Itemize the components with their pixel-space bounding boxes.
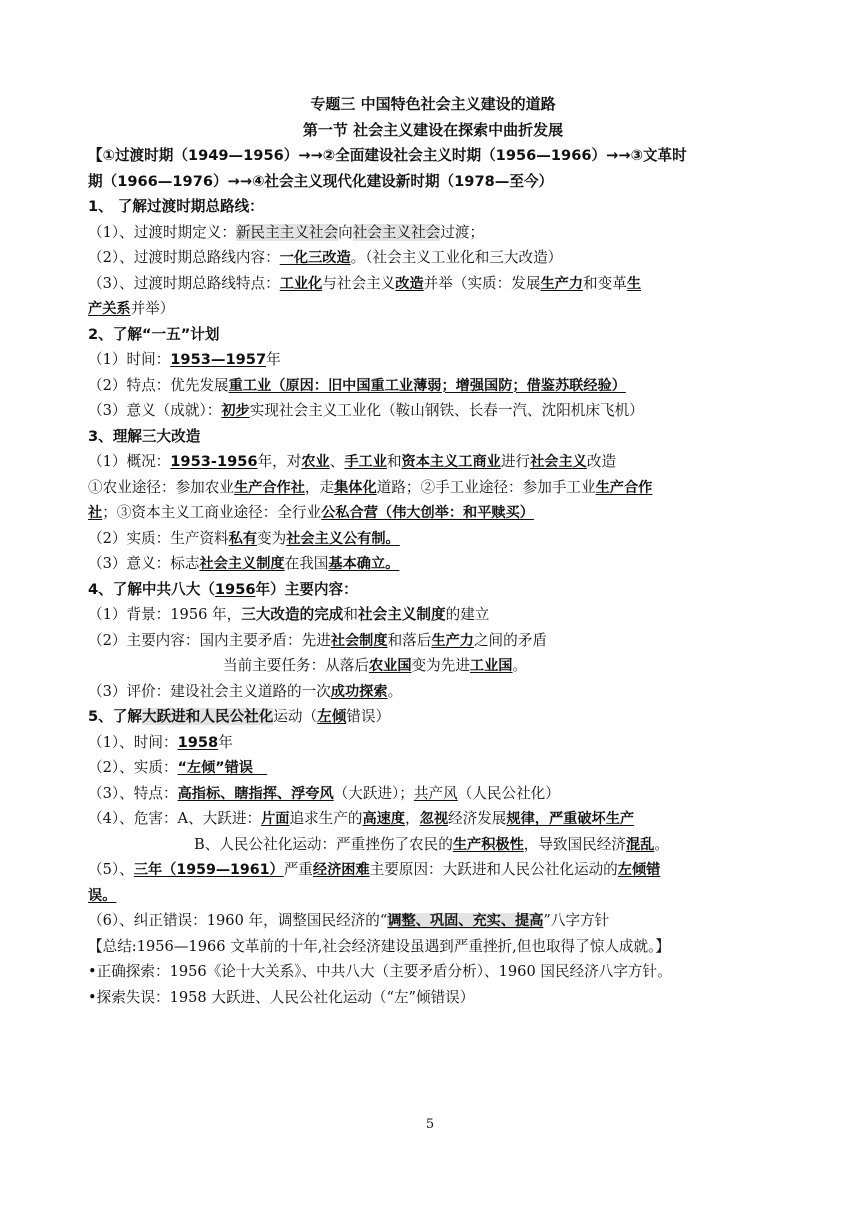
key-term: 社	[88, 505, 103, 521]
key-term: 社会主义公有制。	[286, 530, 400, 547]
key-term: 生产力	[540, 275, 584, 292]
key-term: 一化三改造	[279, 250, 351, 266]
document-page	[88, 92, 778, 1010]
key-term: 重工业（原因：旧中国重工业薄弱；增强国防；借鉴苏联经验）	[228, 377, 626, 394]
page-title: 专题三 中国特色社会主义建设的道路	[310, 95, 556, 113]
summary-line: 【总结:1956—1966 文革前的十年,社会经济建设虽遇到严重挫折,但也取得了惊人成就。】	[88, 937, 671, 955]
key-term: 1953-1956	[170, 453, 258, 470]
key-term: 三大改造的完成	[241, 606, 344, 623]
key-term: 基本确立。	[328, 556, 400, 572]
key-term: 工业化	[279, 275, 323, 292]
s2-item-3: （3）意义（成就）：初步实现社会主义工业化（鞍山钢铁、长春一汽、沈阳机床飞机）	[88, 402, 644, 419]
key-term: 农业	[301, 454, 330, 470]
key-term: 共产风	[413, 784, 458, 802]
key-term: 产关系	[88, 301, 131, 317]
key-term: 左倾错	[617, 862, 661, 878]
key-term: 改造	[395, 275, 424, 292]
s3-item-paths: ①农业途径：参加农业生产合作社，走集体化道路；②手工业途径：参加手工业生产合作	[88, 478, 653, 496]
key-term: 1958	[177, 733, 219, 751]
key-term: 高速度	[362, 811, 406, 827]
key-term: 工业国	[469, 658, 513, 674]
key-term: 经济困难	[312, 862, 370, 878]
s3-item-3: （3）意义：标志社会主义制度在我国基本确立。	[88, 555, 400, 572]
s3-item-1: （1）概况：1953-1956年，对农业、手工业和资本主义工商业进行社会主义改造	[88, 453, 617, 470]
periods-line-2: 期（1966—1976）→→④社会主义现代化建设新时期（1978—至今）	[88, 172, 554, 190]
key-term: 调整、巩固、充实、提高	[387, 913, 544, 929]
s5-item-5-cont	[88, 883, 778, 909]
exploration-mistake-line: •探索失误：1958 大跃进、人民公社化运动（“左”倾错误）	[88, 988, 475, 1006]
key-term: 公私合营（伟大创举：和平赎买）	[321, 505, 534, 521]
key-term: “左倾”错误	[177, 760, 268, 776]
highlight-text: 新民主主义社会	[235, 223, 339, 241]
s5-item-3: （3）、特点：高指标、瞎指挥、浮夸风（大跃进）；共产风（人民公社化）	[88, 784, 560, 802]
key-term: 社会主义制度	[199, 556, 285, 572]
key-term: 混乱	[625, 836, 655, 853]
key-term: 私有	[228, 530, 258, 547]
key-term: 规律，严重破坏生产	[506, 811, 635, 827]
key-term: 生产积极性	[452, 836, 524, 853]
s5-item-4: （4）、危害：A、大跃进：片面追求生产的高速度，忽视经济发展规律，严重破坏生产	[88, 810, 635, 827]
periods-line-1: 【①过渡时期（1949—1956）→→②全面建设社会主义时期（1956—1966）→→③文革时	[88, 147, 687, 164]
key-term: 生产力	[431, 632, 474, 649]
key-term: 社会主义	[530, 454, 587, 470]
s5-item-4-b: B、人民公社化运动：严重挫伤了农民的生产积极性，导致国民经济混乱。	[194, 835, 669, 853]
s1-item-1: （1）、过渡时期定义：新民主主义社会向社会主义社会过渡；	[88, 223, 485, 241]
key-term: 手工业	[344, 454, 387, 470]
key-term: 农业国	[368, 658, 412, 674]
key-term: 片面	[261, 811, 290, 827]
key-term: 集体化	[334, 479, 377, 496]
s1-item-3-cont: 产关系并举）	[88, 300, 175, 317]
s4-item-2-task: 当前主要任务：从落后农业国变为先进工业国。	[223, 657, 528, 674]
highlight-text: 社会主义社会	[352, 223, 441, 241]
s1-item-3: （3）、过渡时期总路线特点：工业化与社会主义改造并举（实质：发展生产力和变革生	[88, 274, 642, 292]
key-term: 1953—1957	[170, 351, 267, 368]
s2-item-1: （1）时间：1953—1957年	[88, 351, 281, 368]
s1-item-2: （2）、过渡时期总路线内容：一化三改造。（社会主义工业化和三大改造）	[88, 249, 563, 266]
section-2-heading: 2、了解“一五”计划	[88, 325, 220, 343]
key-term: 生产合作社	[233, 479, 305, 496]
s4-item-2: （2）主要内容：国内主要矛盾：先进社会制度和落后生产力之间的矛盾	[88, 631, 547, 649]
s3-item-2: （2）实质：生产资料私有变为社会主义公有制。	[88, 529, 400, 547]
s5-item-2: （2）、实质：“左倾”错误	[88, 759, 268, 776]
s5-item-5: （5）、三年（1959—1961）严重经济困难主要原因：大跃进和人民公社化运动的左倾错	[88, 861, 661, 878]
section-4-heading: 4、了解中共八大（1956年）主要内容：	[88, 580, 358, 598]
key-term: 生	[626, 275, 642, 292]
section-1-heading: 1、 了解过渡时期总路线：	[88, 198, 264, 215]
s4-item-1: （1）背景：1956 年，三大改造的完成和社会主义制度的建立	[88, 606, 490, 623]
key-term: 资本主义工商业	[401, 454, 501, 470]
page-number: 5	[425, 1117, 435, 1132]
key-term: 社会主义制度	[358, 606, 446, 623]
s5-item-6: （6）、纠正错误：1960 年，调整国民经济的“调整、巩固、充实、提高”八字方针	[88, 912, 610, 929]
key-term: 高指标、瞎指挥、浮夸风	[177, 785, 334, 802]
key-term: 初步	[221, 403, 250, 419]
section-subtitle: 第一节 社会主义建设在探索中曲折发展	[302, 120, 564, 139]
key-term: 生产合作	[595, 479, 653, 496]
section-5-heading: 5、了解大跃进和人民公社化运动（左倾错误）	[88, 708, 391, 725]
correct-exploration-line: •正确探索：1956《论十大关系》、中共八大（主要矛盾分析）、1960 国民经济八字方针。	[88, 963, 672, 980]
key-term: 误。	[88, 887, 117, 904]
key-term: 忽视	[419, 811, 449, 827]
s4-item-3: （3）评价：建设社会主义道路的一次成功探索。	[88, 682, 403, 700]
section-3-heading: 3、理解三大改造	[88, 427, 201, 445]
s3-item-paths-cont: 社；③资本主义工商业途径：全行业公私合营（伟大创举：和平赎买）	[88, 504, 534, 521]
s2-item-2: （2）特点：优先发展重工业（原因：旧中国重工业薄弱；增强国防；借鉴苏联经验）	[88, 376, 626, 394]
key-term: 三年（1959—1961）	[133, 862, 284, 878]
key-term: 社会制度	[330, 632, 388, 649]
s5-item-1: （1）、时间：1958年	[88, 733, 233, 751]
key-term: 成功探索	[330, 683, 388, 700]
